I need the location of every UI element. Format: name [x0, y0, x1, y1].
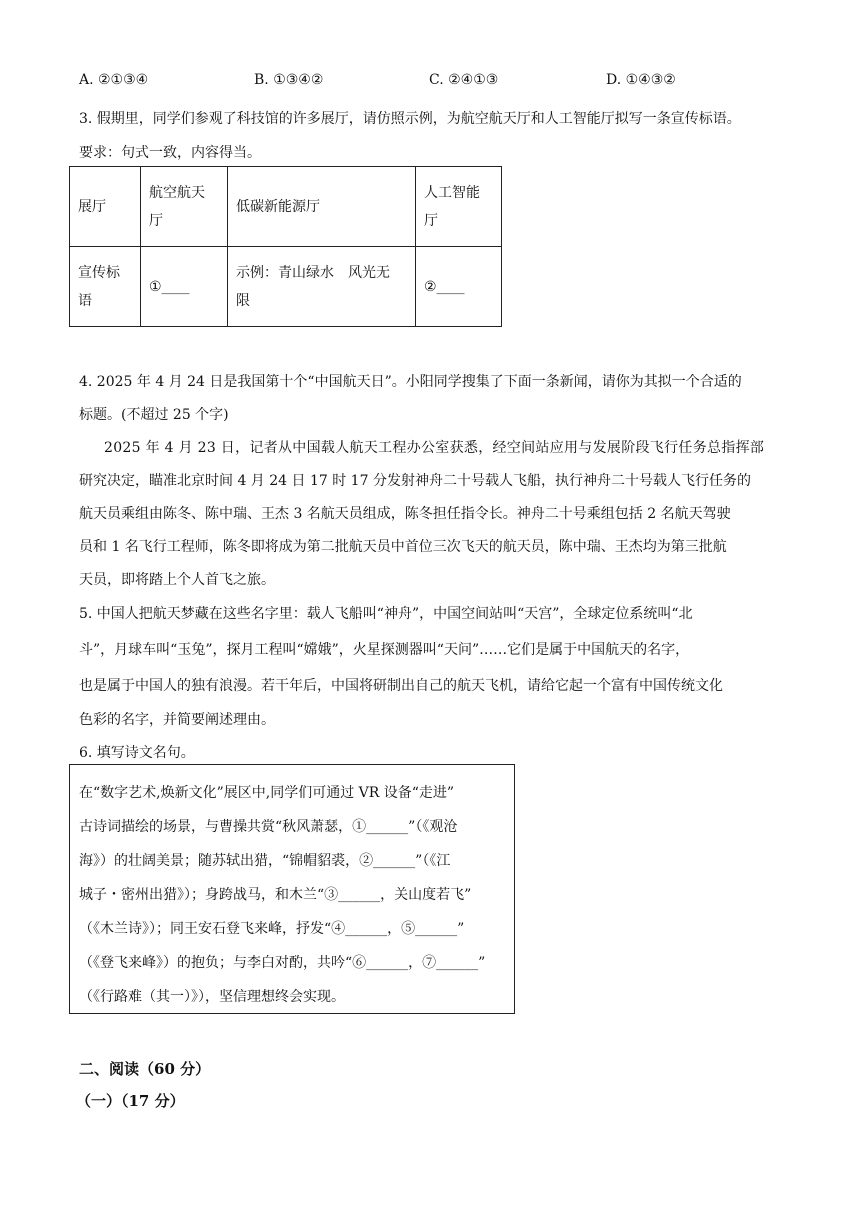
q5-line-3: 也是属于中国人的独有浪漫。若干年后，中国将研制出自己的航天飞机，请给它起一个富有中国传统文化	[79, 678, 723, 694]
news-line-1: 2025 年 4 月 23 日，记者从中国载人航天工程办公室获悉，经空间站应用与发展阶段飞行任务总指挥部	[104, 440, 765, 456]
q5-line-1: 5. 中国人把航天梦藏在这些名字里：载人飞船叫“神舟”，中国空间站叫“天宫”，全球定位系统叫“北	[79, 606, 693, 622]
box-line-4: 城子・密州出猎》）；身跨战马，和木兰“③______，关山度若飞”	[79, 887, 472, 903]
q4-prompt-line1: 4. 2025 年 4 月 24 日是我国第十个“中国航天日”。小阳同学搜集了下面一条新闻，请你为其拟一个合适的	[79, 374, 742, 390]
q5-line-4: 色彩的名字，并简要阐述理由。	[79, 712, 275, 728]
table-header-hall: 展厅	[70, 167, 141, 247]
box-line-3: 海》）的壮阔美景；随苏轼出猎，“锦帽貂裘，②______”（《江	[79, 853, 451, 869]
subsection-title: （一）（17 分）	[76, 1092, 185, 1110]
slogan-table	[69, 166, 502, 327]
option-a: A. ②①③④	[79, 72, 149, 88]
news-line-5: 天员，即将踏上个人首飞之旅。	[79, 572, 275, 588]
box-line-5: （《木兰诗》）；同王安石登飞来峰，抒发“④______，⑤______”	[79, 921, 465, 937]
option-b: B. ①③④②	[254, 72, 324, 88]
news-line-4: 员和 1 名飞行工程师，陈冬即将成为第二批航天员中首位三次飞天的航天员，陈中瑞、王杰均为第三批航	[79, 539, 727, 555]
blank-1[interactable]: ①____	[141, 247, 228, 327]
box-line-2: 古诗词描绘的场景，与曹操共赏“秋风萧瑟，①______”（《观沧	[79, 819, 458, 835]
q5-line-2: 斗”，月球车叫“玉兔”，探月工程叫“嫦娥”，火星探测器叫“天问”……它们是属于中国航天的名字，	[79, 642, 690, 658]
box-line-7: （《行路难（其一）》），坚信理想终会实现。	[79, 989, 345, 1005]
poetry-fill-box	[69, 764, 515, 1014]
option-c: C. ②④①③	[429, 72, 499, 88]
q3-prompt-line1: 3. 假期里，同学们参观了科技馆的许多展厅，请仿照示例，为航空航天厅和人工智能厅拟写一条宣传标语。	[79, 111, 741, 127]
box-line-1: 在“数字艺术,焕新文化”展区中,同学们可通过 VR 设备“走进”	[79, 785, 455, 801]
section-title: 二、阅读（60 分）	[79, 1060, 211, 1078]
q3-prompt-line2: 要求：句式一致，内容得当。	[79, 145, 261, 161]
news-line-3: 航天员乘组由陈冬、陈中瑞、王杰 3 名航天员组成，陈冬担任指令长。神舟二十号乘组包括 2 名航天驾驶	[79, 506, 731, 522]
table-header-aerospace: 航空航天 厅	[141, 167, 228, 247]
q4-prompt-line2: 标题。(不超过 25 个字)	[79, 407, 229, 423]
table-header-lowcarbon: 低碳新能源厅	[228, 167, 416, 247]
box-line-6: （《登飞来峰》）的抱负；与李白对酌，共吟“⑥______，⑦______”	[79, 955, 486, 971]
table-row-slogan-label: 宣传标 语	[70, 247, 141, 327]
table-example: 示例：青山绿水 风光无 限	[228, 247, 416, 327]
option-d: D. ①④③②	[606, 72, 676, 88]
blank-2[interactable]: ②____	[416, 247, 502, 327]
news-line-2: 研究决定，瞄准北京时间 4 月 24 日 17 时 17 分发射神舟二十号载人飞船，执行神舟二十号载人飞行任务的	[79, 473, 751, 489]
answer-options	[79, 72, 799, 94]
table-header-ai: 人工智能 厅	[416, 167, 502, 247]
q6-title: 6. 填写诗文名句。	[79, 745, 195, 761]
